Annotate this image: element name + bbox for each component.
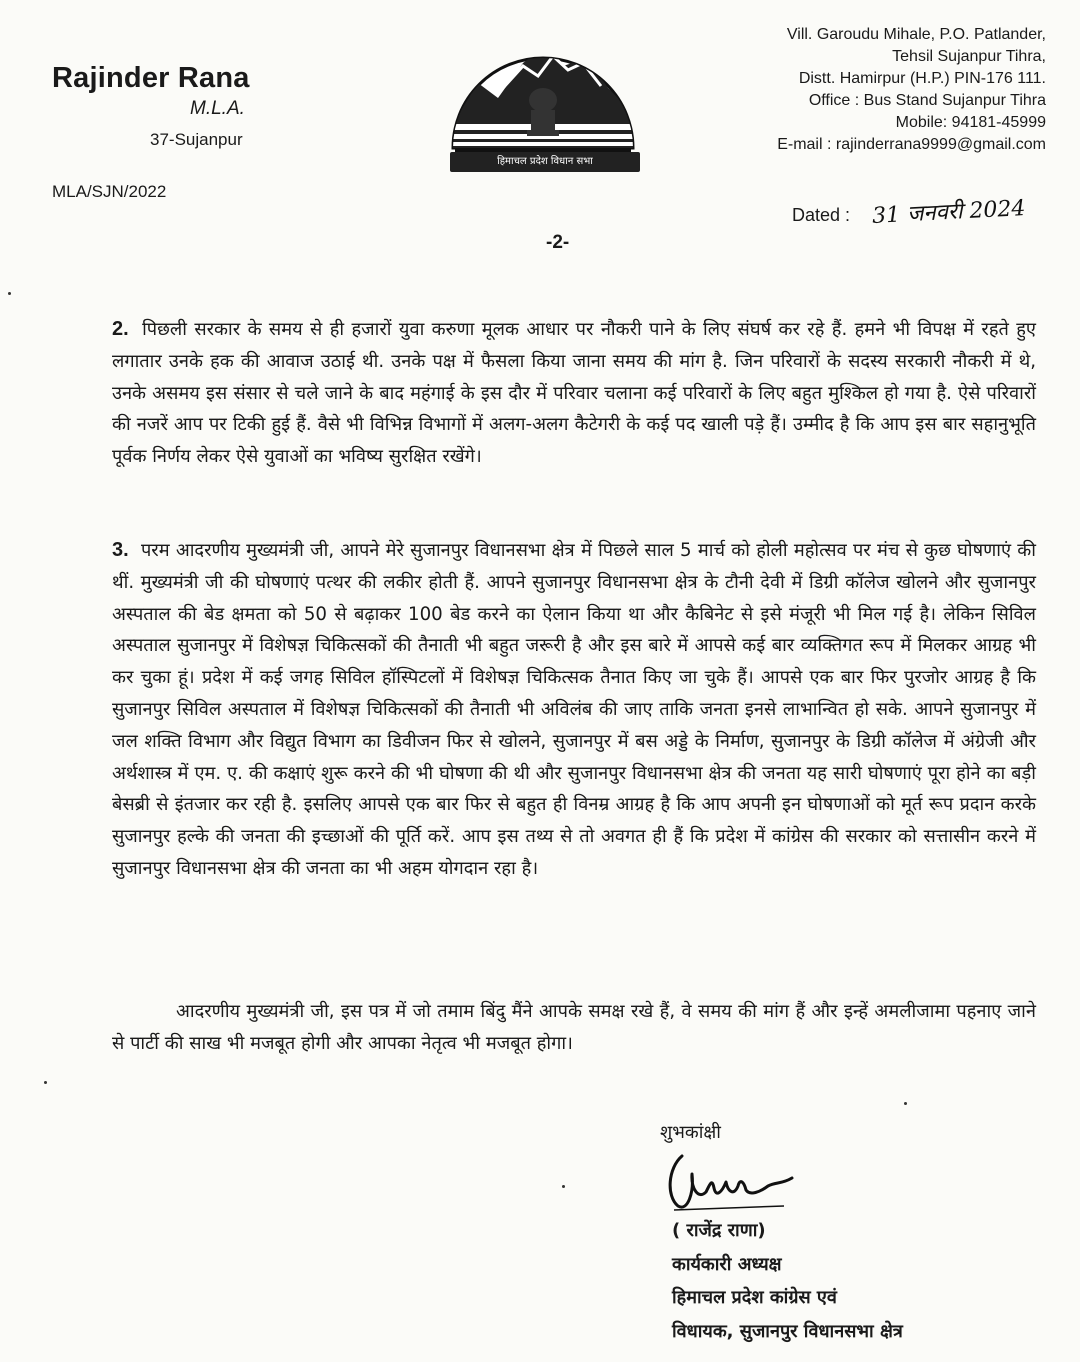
- scan-speck: [44, 1081, 47, 1084]
- closing-paragraph: आदरणीय मुख्यमंत्री जी, इस पत्र में जो तमाम बिंदु मैंने आपके समक्ष रखे हैं, वे समय की मांग हैं और इन्हें अमलीजामा पहनाए जाने से पार्टी की साख भी मजबूत होगी और आपका नेतृत्व भी मजबूत होगा।: [112, 1001, 1036, 1054]
- address-line: Vill. Garoudu Mihale, P.O. Patlander,: [786, 26, 1046, 43]
- address-block: [777, 24, 1046, 156]
- closing-word: शुभकांक्षी: [660, 1122, 721, 1143]
- sender-title: M.L.A.: [190, 98, 245, 119]
- signatory-constituency: विधायक, सुजानपुर विधानसभा क्षेत्र: [672, 1320, 903, 1342]
- address-line: Distt. Hamirpur (H.P.) PIN-176 111.: [798, 70, 1046, 87]
- paragraph-text: पिछली सरकार के समय से ही हजारों युवा करुणा मूलक आधार पर नौकरी पाने के लिए संघर्ष कर रहे हैं. हमने भी विपक्ष में रहते हुए लगातार उनके हक की आवाज उठाई थी. उनके पक्ष में फैसला किया जाना समय की मांग है. जिन परिवारों के सदस्य सरकारी नौकरी में थे, उनके असमय इस संसार से चले जाने के बाद महंगाई के इस दौर में परिवार चलाना कई परिवारों के लिए बहुत मुश्किल हो गया है. ऐसे परिवारों की नजरें आप पर टिकी हुई हैं. वैसे भी विभिन्न विभागों में अलग-अलग कैटेगरी के कई पद खाली पड़े हैं। उम्मीद है कि आप इस बार सहानुभूति पूर्वक निर्णय लेकर ऐसे युवाओं का भविष्य सुरक्षित रखेंगे।: [112, 319, 1036, 468]
- signatory-designation: कार्यकारी अध्यक्ष: [672, 1253, 782, 1275]
- handwritten-signature: [664, 1148, 804, 1214]
- paragraph-number: 3.: [112, 539, 129, 561]
- scan-speck: [904, 1102, 907, 1105]
- paragraph-text: परम आदरणीय मुख्यमंत्री जी, आपने मेरे सुजानपुर विधानसभा क्षेत्र में पिछले साल 5 मार्च को होली महोत्सव पर मंच से कुछ घोषणाएं की थीं. मुख्यमंत्री जी की घोषणाएं पत्थर की लकीर होती हैं. आपने सुजानपुर विधानसभा क्षेत्र के टौनी देवी में डिग्री कॉलेज खोलने और सुजानपुर अस्पताल की बेड क्षमता को 50 से बढ़ाकर 100 बेड करने का ऐलान किया था और कैबिनेट से इसे मंजूरी भी मिल गई है। लेकिन सिविल अस्पताल सुजानपुर में विशेषज्ञ चिकित्सकों की तैनाती भी बहुत जरूरी है और इस बारे में आपसे कई बार व्यक्तिगत रूप में मिलकर आग्रह भी कर चुका हूं। प्रदेश में कई जगह सिविल हॉस्पिटलों में विशेषज्ञ चिकित्सक तैनात किए जा चुके हैं। आपसे एक बार फिर पुरजोर आग्रह है कि सुजानपुर सिविल अस्पताल में विशेषज्ञ चिकित्सकों की तैनाती भी अविलंब की जाए ताकि जनता इनसे लाभान्वित हो सके. आपने सुजानपुर में जल शक्ति विभाग और विद्युत विभाग का डिवीजन फिर से खोलने, सुजानपुर में बस अड्डे के निर्माण, सुजानपुर के डिग्री कॉलेज में अंग्रेजी और अर्थशास्त्र में एम. ए. की कक्षाएं शुरू करने की भी घोषणा की थी और सुजानपुर विधानसभा क्षेत्र की जनता यह सारी घोषणाएं पूरा होने का बड़ी बेसब्री से इंतजार कर रही है. इसलिए आपसे एक बार फिर से बहुत ही विनम्र आग्रह है कि आप अपनी इन घोषणाओं को मूर्त रूप प्रदान करके सुजानपुर हल्के की जनता की इच्छाओं की पूर्ति करें. आप इस तथ्य से तो अवगत ही हैं कि प्रदेश में कांग्रेस की सरकार को सत्तासीन करने में सुजानपुर विधानसभा क्षेत्र की जनता का भी अहम योगदान रहा है।: [112, 540, 1036, 879]
- signatory-name: ( राजेंद्र राणा): [672, 1220, 766, 1241]
- signatory-details: [672, 1214, 903, 1348]
- address-line: Tehsil Sujanpur Tihra,: [892, 48, 1046, 65]
- sender-name: Rajinder Rana: [52, 62, 250, 94]
- paragraph-2: [112, 314, 1036, 473]
- signatory-organisation: हिमाचल प्रदेश कांग्रेस एवं: [672, 1287, 837, 1308]
- sender-constituency: 37-Sujanpur: [150, 130, 243, 149]
- email-line: E-mail : rajinderrana9999@gmail.com: [777, 136, 1046, 153]
- paragraph-number: 2.: [112, 318, 129, 340]
- page-number: -2-: [546, 232, 570, 253]
- address-line: Office : Bus Stand Sujanpur Tihra: [808, 92, 1046, 109]
- dated-value: 31 जनवरी 2024: [871, 195, 1027, 229]
- scan-speck: [8, 292, 11, 295]
- dated-label: Dated :: [792, 205, 851, 225]
- emblem-caption: हिमाचल प्रदेश विधान सभा: [450, 152, 640, 172]
- reference-number: MLA/SJN/2022: [52, 182, 167, 201]
- address-line: Mobile: 94181-45999: [895, 114, 1046, 131]
- paragraph-3: [112, 535, 1036, 885]
- scan-speck: [562, 1185, 565, 1188]
